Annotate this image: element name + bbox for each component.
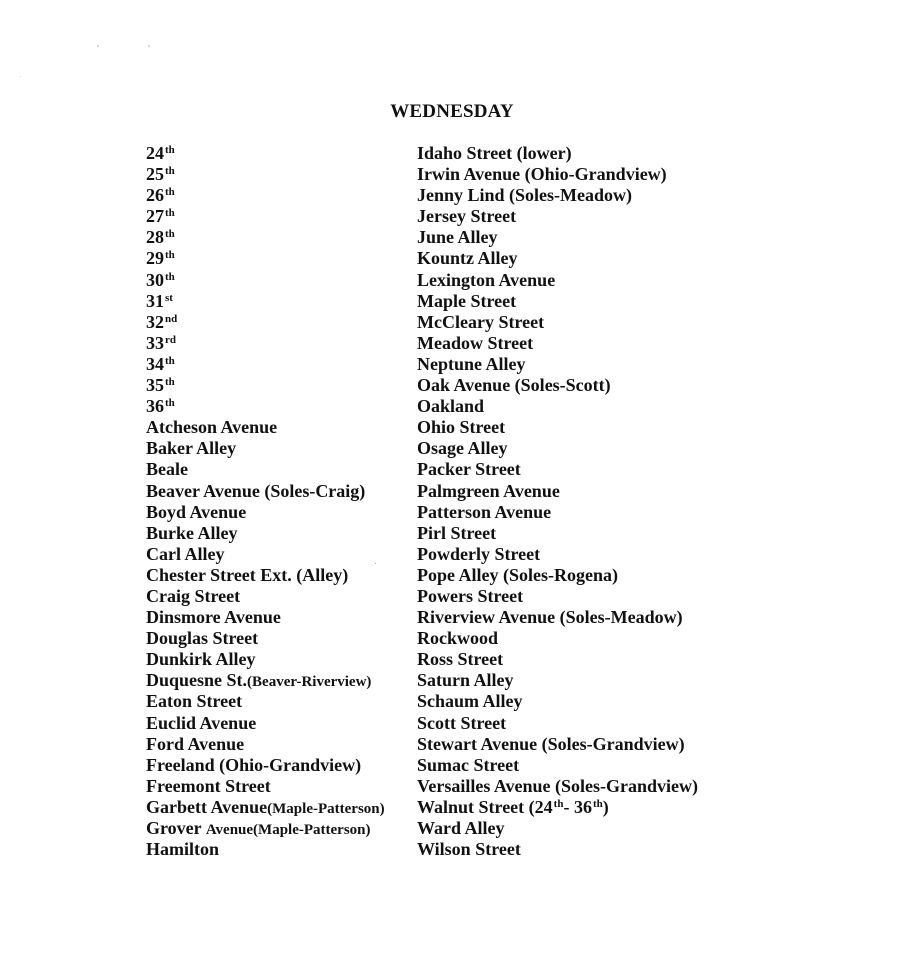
street-row — [417, 417, 757, 438]
street-name: Powderly Street — [417, 543, 541, 564]
street-row — [146, 248, 416, 269]
street-name: Carl Alley — [146, 543, 225, 564]
ordinal-suffix: st — [165, 291, 173, 304]
street-row — [417, 312, 757, 333]
street-name: Eaton Street — [146, 691, 243, 712]
street-name: Freemont Street — [146, 775, 271, 796]
street-name: Lexington Avenue — [417, 269, 556, 290]
ordinal-suffix: th — [165, 228, 175, 241]
street-row — [146, 312, 416, 333]
street-row — [146, 691, 416, 712]
street-name: Douglas Street — [146, 628, 259, 649]
street-number: 35 — [146, 375, 164, 396]
street-row — [146, 481, 416, 502]
street-number: 34 — [146, 353, 164, 374]
scan-speck — [20, 76, 21, 77]
ordinal-suffix: th — [165, 270, 175, 283]
street-number: 26 — [146, 185, 164, 206]
street-name: Schaum Alley — [417, 691, 523, 712]
street-row — [417, 291, 757, 312]
street-number: 27 — [146, 206, 164, 227]
street-name: Ward Alley — [417, 818, 505, 838]
street-row — [417, 270, 757, 291]
street-number: 32 — [146, 311, 164, 332]
street-name: Meadow Street — [417, 332, 534, 353]
street-name: Euclid Avenue — [146, 712, 257, 733]
street-row — [417, 206, 757, 227]
street-row — [417, 143, 757, 164]
street-number: 31 — [146, 290, 164, 311]
street-row — [417, 438, 757, 459]
street-number: 29 — [146, 248, 164, 269]
street-name: Ford Avenue — [146, 733, 245, 754]
street-row — [146, 291, 416, 312]
street-row — [417, 375, 757, 396]
street-row — [146, 607, 416, 628]
street-name: Neptune Alley — [417, 353, 526, 374]
ordinal-suffix: th — [592, 797, 603, 810]
street-row — [146, 839, 416, 860]
street-row — [146, 354, 416, 375]
street-number: 24 — [146, 143, 164, 163]
street-name: Oak Avenue (Soles-Scott) — [417, 375, 611, 396]
street-row — [146, 755, 416, 776]
ordinal-suffix: th — [165, 376, 175, 389]
street-name: Ross Street — [417, 649, 504, 670]
street-row — [146, 734, 416, 755]
street-name: Jersey Street — [417, 206, 517, 227]
street-row — [417, 227, 757, 248]
street-row — [417, 670, 757, 691]
page-title: WEDNESDAY — [390, 101, 514, 122]
street-name: Packer Street — [417, 459, 521, 480]
left-street-column — [146, 143, 416, 860]
street-name: Sumac Street — [417, 754, 520, 775]
street-row — [146, 164, 416, 185]
street-row — [417, 628, 757, 649]
scan-speck — [97, 45, 99, 47]
right-street-column — [417, 143, 757, 860]
street-row — [146, 544, 416, 565]
street-row — [417, 481, 757, 502]
street-row — [417, 544, 757, 565]
street-row — [417, 755, 757, 776]
street-name: Dunkirk Alley — [146, 649, 256, 670]
street-row — [146, 459, 416, 480]
street-name: Grover — [146, 818, 206, 838]
street-name: Stewart Avenue (Soles-Grandview) — [417, 733, 685, 754]
street-row — [146, 565, 416, 586]
street-name: Garbett Avenue — [146, 796, 268, 817]
street-name: Beale — [146, 459, 188, 480]
street-number: 30 — [146, 269, 164, 290]
street-name: Rockwood — [417, 628, 499, 649]
street-row — [417, 565, 757, 586]
street-row — [417, 776, 757, 797]
street-row — [146, 396, 416, 417]
street-name: Kountz Alley — [417, 248, 518, 269]
street-row — [417, 248, 757, 269]
street-row — [146, 417, 416, 438]
street-row — [146, 649, 416, 670]
street-row — [146, 333, 416, 354]
street-row — [146, 628, 416, 649]
street-row — [417, 797, 757, 818]
street-row — [146, 670, 416, 691]
street-number: 28 — [146, 227, 164, 248]
street-name: Atcheson Avenue — [146, 417, 278, 438]
street-row — [146, 375, 416, 396]
ordinal-suffix: nd — [165, 312, 178, 325]
street-name: Walnut Street (24 — [417, 796, 553, 817]
street-row — [146, 797, 416, 818]
street-segment: (Maple-Patterson) — [267, 800, 385, 817]
street-row — [417, 734, 757, 755]
street-number: 25 — [146, 164, 164, 185]
street-row — [417, 713, 757, 734]
street-row — [417, 839, 757, 860]
street-name: Riverview Avenue (Soles-Meadow) — [417, 607, 683, 628]
street-row — [146, 227, 416, 248]
street-name: Ohio Street — [417, 417, 506, 438]
street-row — [417, 649, 757, 670]
street-row — [417, 523, 757, 544]
ordinal-suffix: th — [165, 354, 175, 367]
street-name: Dinsmore Avenue — [146, 607, 281, 628]
street-row — [417, 586, 757, 607]
street-row — [146, 586, 416, 607]
street-name: Oakland — [417, 396, 485, 417]
street-name: Pirl Street — [417, 522, 497, 543]
street-name: Chester Street Ext. (Alley) — [146, 564, 349, 585]
street-row — [146, 818, 416, 839]
ordinal-suffix: th — [165, 144, 175, 156]
street-row — [146, 143, 416, 164]
street-name: Idaho Street (lower) — [417, 143, 572, 163]
street-name: Baker Alley — [146, 438, 237, 459]
street-row — [417, 691, 757, 712]
ordinal-suffix: th — [165, 207, 175, 220]
street-name: Freeland (Ohio-Grandview) — [146, 754, 362, 775]
street-name: Osage Alley — [417, 438, 508, 459]
ordinal-suffix: th — [165, 397, 175, 410]
street-name: Hamilton — [146, 839, 220, 860]
street-row — [417, 607, 757, 628]
street-name: Irwin Avenue (Ohio-Grandview) — [417, 164, 667, 185]
street-row — [417, 396, 757, 417]
street-row — [417, 502, 757, 523]
street-name: Burke Alley — [146, 522, 238, 543]
ordinal-suffix: th — [165, 249, 175, 262]
street-range-close: ) — [602, 796, 609, 817]
street-segment: (Beaver-Riverview) — [247, 674, 372, 691]
ordinal-suffix: rd — [165, 333, 176, 346]
street-name: Pope Alley (Soles-Rogena) — [417, 564, 618, 585]
street-row — [417, 185, 757, 206]
street-row — [146, 185, 416, 206]
scan-speck — [148, 45, 150, 47]
street-range: - 36 — [563, 796, 592, 817]
street-row — [146, 270, 416, 291]
street-row — [146, 438, 416, 459]
street-name: Craig Street — [146, 585, 241, 606]
street-row — [146, 206, 416, 227]
street-name: Wilson Street — [417, 839, 521, 860]
street-row — [146, 502, 416, 523]
street-name: Patterson Avenue — [417, 501, 552, 522]
street-row — [146, 523, 416, 544]
street-row — [417, 818, 757, 839]
street-row — [417, 164, 757, 185]
street-row — [417, 459, 757, 480]
ordinal-suffix: th — [553, 797, 564, 810]
street-name: June Alley — [417, 227, 498, 248]
street-name: Beaver Avenue (Soles-Craig) — [146, 480, 366, 501]
street-name: Jenny Lind (Soles-Meadow) — [417, 185, 633, 206]
ordinal-suffix: th — [165, 186, 175, 199]
street-name: Maple Street — [417, 290, 517, 311]
street-name: Duquesne St. — [146, 670, 248, 691]
street-name: Versailles Avenue (Soles-Grandview) — [417, 775, 698, 796]
street-name: Saturn Alley — [417, 670, 514, 691]
street-number: 33 — [146, 332, 164, 353]
street-row — [417, 354, 757, 375]
street-name: Boyd Avenue — [146, 501, 247, 522]
street-row — [146, 776, 416, 797]
street-name: Scott Street — [417, 712, 507, 733]
street-name: McCleary Street — [417, 311, 545, 332]
street-segment: Avenue(Maple-Patterson) — [205, 822, 371, 838]
street-number: 36 — [146, 396, 164, 417]
street-name: Powers Street — [417, 585, 524, 606]
street-row — [146, 713, 416, 734]
street-row — [417, 333, 757, 354]
ordinal-suffix: th — [165, 165, 175, 178]
street-name: Palmgreen Avenue — [417, 480, 560, 501]
